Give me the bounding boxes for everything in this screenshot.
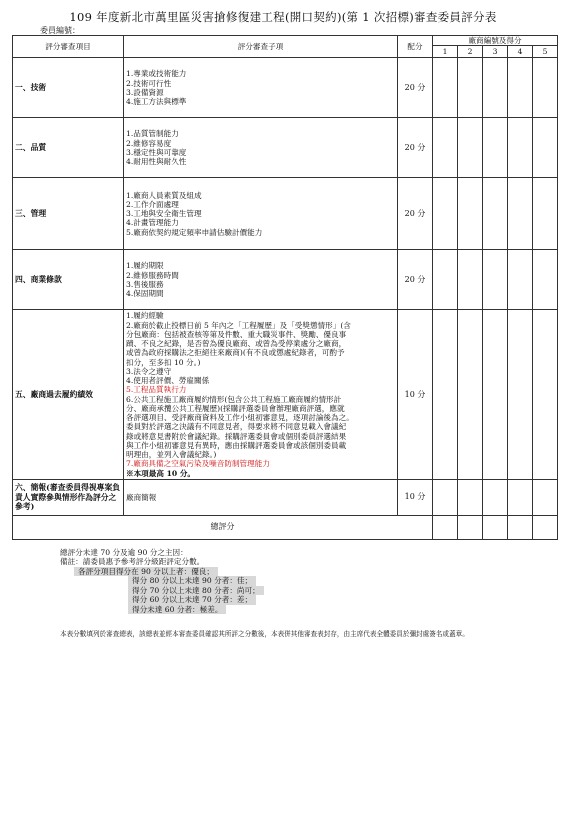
section-1-score-vendor-3[interactable] [483,58,508,118]
section-3-score-vendor-1[interactable] [433,178,458,250]
section-3-score-vendor-5[interactable] [533,178,558,250]
subitem: 5.廠商依契約規定頻率申請估驗計價能力 [126,227,263,237]
subitem: 2.工作介面處理 [126,199,179,209]
total-row [13,515,558,539]
subitem-line: ※本項最高 10 分。 [126,468,196,478]
subitem: 1.履約期限 [126,261,164,271]
subitem-line: 扣分，至多扣 10 分。) [126,357,201,367]
subitem: 1.廠商人員素質及組成 [126,190,202,200]
grade-line-1: 各評分項目得分在 90 分以上者：優良； [74,567,218,576]
section-name: 四、商業條款 [13,250,124,310]
section-points: 20 分 [398,118,433,178]
section-2-score-vendor-2[interactable] [458,118,483,178]
subitem-line: 4.使用者評價、勞雇關係 [126,376,210,385]
grade-line-3: 得分 70 分以上未達 80 分者：尚可； [128,586,264,595]
section-4-score-vendor-1[interactable] [433,250,458,310]
subitem-line: 錄或將意見書附於會議紀錄。採購評選委員會或個別委員評選結果 [126,431,347,441]
section-name: 三、管理 [13,178,124,250]
subitem: 2.技術可行性 [126,78,172,88]
committee-number-label: 委員編號： [40,26,80,35]
subitem: 1.專業或技術能力 [126,69,187,79]
section-6-score-vendor-2[interactable] [458,479,483,515]
subitem: 4.施工方法與標準 [126,97,187,106]
section-row-3 [13,178,558,250]
section-points: 20 分 [398,250,433,310]
section-5-score-vendor-4[interactable] [508,310,533,480]
subitem: 4.保固期間 [126,289,164,298]
notes-block [60,548,264,614]
section-name: 五、廠商過去履約績效 [13,310,124,480]
section-4-score-vendor-4[interactable] [508,250,533,310]
subitem: 2.維修服務時間 [126,270,179,280]
section-6-score-vendor-5[interactable] [533,479,558,515]
section-6-score-vendor-4[interactable] [508,479,533,515]
section-4-score-vendor-2[interactable] [458,250,483,310]
total-score-vendor-5[interactable] [533,515,558,539]
subitem-line: 明理由，並列入會議紀錄。) [126,450,217,459]
section-4-score-vendor-5[interactable] [533,250,558,310]
score-sheet-table [12,35,558,540]
subitem-line: 3.法令之遵守 [126,366,172,376]
subitem-line: 分包廠商：包括被查核等第及件數、重大職災事件、獎勵、優良事 [126,329,347,339]
section-1-score-vendor-1[interactable] [433,58,458,118]
subitem: 4.耐用性與耐久性 [126,157,187,166]
subitem-line: 1.履約經驗 [126,311,164,321]
section-1-score-vendor-2[interactable] [458,58,483,118]
section-subitem: 廠商簡報 [124,479,398,515]
total-score-vendor-4[interactable] [508,515,533,539]
grade-line-2: 得分 80 分以上未達 90 分者：佳； [128,576,256,585]
section-3-score-vendor-2[interactable] [458,178,483,250]
section-subitems [124,178,398,250]
section-row-4 [13,250,558,310]
section-5-score-vendor-5[interactable] [533,310,558,480]
section-subitems [124,250,398,310]
vendor-number-3: 3 [483,46,508,58]
page-title: 109 年度新北市萬里區災害搶修復建工程(開口契約)(第 1 次招標)審查委員評分表 [69,10,497,24]
subitem-line: 5.工程品質執行力 [126,385,187,395]
section-6-score-vendor-1[interactable] [433,479,458,515]
section-subitems [124,310,398,480]
subitem: 3.售後服務 [126,279,164,289]
section-2-score-vendor-1[interactable] [433,118,458,178]
section-subitems [124,58,398,118]
section-row-5 [13,310,558,480]
total-score-vendor-2[interactable] [458,515,483,539]
header-item: 評分審查項目 [13,36,124,58]
total-label: 總評分 [13,515,433,539]
section-points: 10 分 [398,310,433,480]
subitem-line: 2.廠商於截止投標日前 5 年內之「工程履歷」及「受獎懲情形」(含 [126,320,351,330]
grade-line-5: 得分未達 60 分者：極差。 [128,605,226,614]
note-remark: 備註：請委員惠予參考評分級距評定分數。 [60,557,205,567]
grade-line-4: 得分 60 分以上未達 70 分者：差； [128,595,256,604]
section-3-score-vendor-4[interactable] [508,178,533,250]
subitem-line: 分、廠商承攬公共工程履歷)(採購評選委員會辦理廠商評選，應就 [126,403,345,413]
subitem-line: 或曾為政府採購法之拒絕往來廠商)(有不良或懲處紀錄者，可酌予 [126,348,345,358]
section-2-score-vendor-3[interactable] [483,118,508,178]
section-name: 一、技術 [13,58,124,118]
subitem: 3.穩定性與可靠度 [126,147,187,157]
section-5-score-vendor-3[interactable] [483,310,508,480]
section-subitems [124,118,398,178]
subitem: 3.工地與安全衛生管理 [126,209,202,219]
section-row-1 [13,58,558,118]
subitem-line: 蹟、不良之紀錄，是否曾為優良廠商、或曾為受停業處分之廠商， [126,339,347,348]
subitem-line: 與工作小組初審意見有異時，應由採購評選委員會或該個別委員載 [126,440,347,450]
subitem: 4.計畫管理能力 [126,218,179,228]
subitem-line: 委員對於評選之決議有不同意見者，得要求將不同意見載入會議紀 [126,422,347,432]
section-name: 六、簡報(審查委員得視專案負責人實際參與情形作為評分之參考) [13,479,124,515]
section-6-score-vendor-3[interactable] [483,479,508,515]
vendor-number-1: 1 [433,46,458,58]
total-score-vendor-1[interactable] [433,515,458,539]
section-row-2 [13,118,558,178]
subitem: 1.品質管制能力 [126,129,179,139]
vendor-number-5: 5 [533,46,558,58]
subitem-line: 6.公共工程施工廠商履約情形(包含公共工程施工廠商履約情形計 [126,394,342,404]
note-main: 總評分未達 70 分及逾 90 分之主因： [60,548,188,557]
section-row-6 [13,479,558,515]
section-2-score-vendor-5[interactable] [533,118,558,178]
header-subitem: 評分審查子項 [124,36,398,58]
vendor-number-2: 2 [458,46,483,58]
header-points: 配分 [398,36,433,58]
section-points: 20 分 [398,58,433,118]
section-4-score-vendor-3[interactable] [483,250,508,310]
subitem: 2.維修容易度 [126,138,172,148]
final-paragraph: 本表分數填列於審查總表，該總表並經本審查委員確認其所評之分數後，本表併其他審查表封存，由主席代表全體委員於彌封處簽名或蓋章。 [60,630,469,638]
section-points: 10 分 [398,479,433,515]
subitem-line: 各評選項目、受評廠商資料及工作小組初審意見，逐項討論後為之。 [126,413,354,422]
header-vendor: 廠商編號及得分 [433,36,558,46]
section-1-score-vendor-5[interactable] [533,58,558,118]
total-score-vendor-3[interactable] [483,515,508,539]
subitem-line: 7.廠商具備之空氣污染及噪音防制管理能力 [126,459,270,469]
section-name: 二、品質 [13,118,124,178]
section-points: 20 分 [398,178,433,250]
section-2-score-vendor-4[interactable] [508,118,533,178]
section-3-score-vendor-3[interactable] [483,178,508,250]
subitem: 3.設備資源 [126,87,164,97]
section-1-score-vendor-4[interactable] [508,58,533,118]
section-5-score-vendor-2[interactable] [458,310,483,480]
vendor-number-4: 4 [508,46,533,58]
section-5-score-vendor-1[interactable] [433,310,458,480]
